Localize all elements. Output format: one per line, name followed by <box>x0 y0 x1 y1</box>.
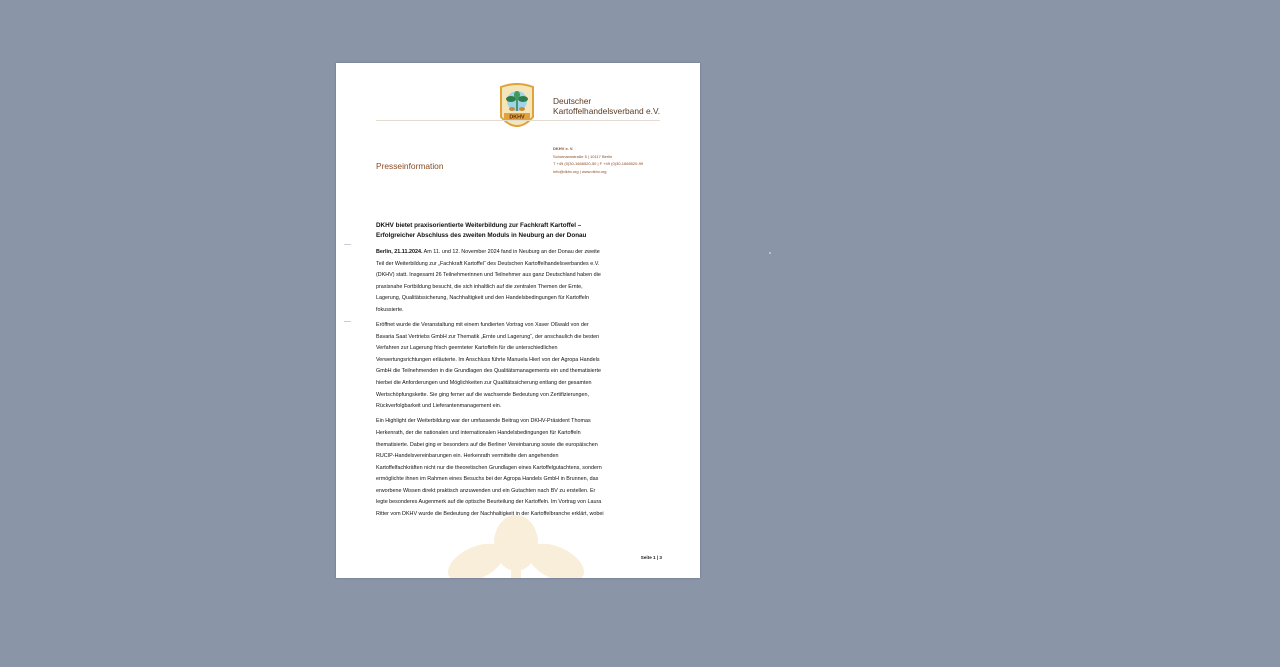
contact-line4[interactable]: info@dkhv.org | www.dkhv.org <box>553 168 607 174</box>
p3-line3: thematisierte. Dabei ging er besonders auf die Berliner Vereinbarung sowie die europäischen <box>376 441 598 448</box>
p3-line4: RUCIP-Handelsvereinbarungen ein. Herkenrath vermittelte den angehenden <box>376 453 559 460</box>
header-rule <box>376 120 660 121</box>
org-name-line1: Deutscher <box>553 96 592 106</box>
p3-line8: legte besonderes Augenmerk auf die optische Beurteilung der Kartoffeln. Im Vortrag von Laura <box>376 499 602 506</box>
p3-line2: Herkenrath, der die nationalen und internationalen Handelsbedingungen für Kartoffeln <box>376 429 581 436</box>
paragraph-2 <box>376 320 662 413</box>
headline-line1: DKHV bietet praxisorientierte Weiterbildung zur Fachkraft Kartoffel – <box>376 222 582 229</box>
p1-line4: praxisnahe Fortbildung besucht, die sich inhaltlich auf die zentralen Themen der Ernte, <box>376 283 583 290</box>
org-name <box>553 96 660 116</box>
p2-line1: Eröffnet wurde die Veranstaltung mit einem fundierten Vortrag von Xaver Oßwald von der <box>376 322 589 329</box>
p1-line1: Am 11. und 12. November 2024 fand in Neuburg an der Donau der zweite <box>422 249 600 255</box>
p3-line7: erworbene Wissen direkt praktisch anzuwenden und ein Gutachten nach BV zu erstellen. Er <box>376 487 596 494</box>
p2-line7: Wertschöpfungskette. Sie ging ferner auf die wachsende Bedeutung von Zertifizierungen, <box>376 391 589 398</box>
p2-line5: GmbH die Teilnehmenden in die Grundlagen des Qualitätsmanagements ein und thematisierte <box>376 368 601 375</box>
p2-line8: Rückverfolgbarkeit und Lieferantenmanagement ein. <box>376 403 502 410</box>
p2-line6: hierbei die Anforderungen und Möglichkeiten zur Qualitätssicherung entlang der gesamten <box>376 380 592 387</box>
p3-line1: Ein Highlight der Weiterbildung war der umfassende Beitrag von DKHV-Präsident Thomas <box>376 418 591 425</box>
dkhv-logo-icon <box>498 83 536 133</box>
margin-tick <box>344 244 351 245</box>
paragraph-1 <box>376 247 662 317</box>
headline <box>376 221 661 242</box>
contact-line2: Schumannstraße 5 | 10117 Berlin <box>553 153 613 159</box>
body-text <box>376 247 662 524</box>
margin-tick <box>344 321 351 322</box>
org-name-line2: Kartoffelhandelsverband e.V. <box>553 106 661 116</box>
contact-line3: T +49 (0)30-1666520-50 | F +49 (0)30-1666520-99 <box>553 161 644 167</box>
p1-line5: Lagerung, Qualitätssicherung, Nachhaltigkeit und den Handelsbedingungen für Kartoffeln <box>376 295 589 302</box>
headline-line2: Erfolgreicher Abschluss des zweiten Moduls in Neuburg an der Donau <box>376 232 587 240</box>
page-number: Seite 1 | 3 <box>640 555 662 560</box>
p3-line6: ermöglichte ihnen im Rahmen eines Besuchs bei der Agropa Handels GmbH in Brunnen, das <box>376 476 599 483</box>
document-label: Presseinformation <box>376 161 444 171</box>
document-page <box>336 63 700 578</box>
dateline: Berlin, 21.11.2024. <box>376 249 423 255</box>
p2-line4: Verwertungsrichtungen erläuterte. Im Anschluss führte Manuela Hierl von der Agropa Handels <box>376 356 600 363</box>
p2-line3: Verfahren zur Lagerung frisch geernteter Kartoffeln für die unterschiedlichen <box>376 345 558 352</box>
logo-text: DKHV <box>509 114 525 121</box>
p1-line2: Teil der Weiterbildung zur „Fachkraft Kartoffel“ des Deutschen Kartoffelhandelsverbandes e.V. <box>376 260 600 267</box>
p1-line6: fokussierte. <box>376 306 404 313</box>
cursor-dot <box>769 252 771 254</box>
p3-line9: Ritter vom DKHV wurde die Bedeutung der Nachhaltigkeit in der Kartoffelbranche erklärt, wobei <box>376 511 604 518</box>
p2-line2: Bavaria Saat Vertriebs GmbH zur Thematik „Ernte und Lagerung“, der anschaulich die besten <box>376 333 600 340</box>
paragraph-3 <box>376 416 662 520</box>
contact-line1: DKHV e. V. <box>553 146 574 151</box>
contact-block <box>553 145 643 175</box>
p3-line5: Kartoffelfachkräften nicht nur die theoretischen Grundlagen eines Kartoffelgutachtens, sondern <box>376 464 602 471</box>
p1-line3: (DKHV) statt. Insgesamt 26 Teilnehmerinnen und Teilnehmer aus ganz Deutschland haben die <box>376 272 601 279</box>
